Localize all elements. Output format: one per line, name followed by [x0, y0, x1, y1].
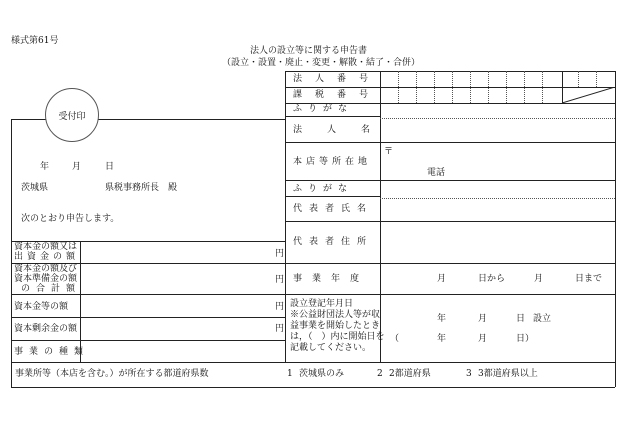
rule	[80, 241, 81, 362]
tax-office: 県税事務所長 殿	[105, 183, 178, 193]
digit-divider	[524, 71, 525, 103]
stamp-label: 受付印	[58, 111, 86, 122]
fiscal-from-day: 日から	[478, 274, 506, 284]
rule	[11, 317, 285, 318]
rule	[285, 294, 615, 295]
option-3-number: 3	[466, 369, 472, 379]
day-label: 日	[105, 162, 115, 172]
rule	[11, 362, 615, 363]
frame-right-labels	[380, 71, 381, 362]
start-day: 日）	[516, 334, 535, 344]
digit-divider	[470, 71, 471, 103]
est-label-line4: は，（ ）内に開始日を	[290, 332, 385, 342]
est-label-line3: 益事業を開始したとき	[290, 321, 381, 331]
digit-divider	[542, 71, 543, 103]
option-2-number: 2	[377, 369, 383, 379]
rep-name-label: 代表者氏名	[293, 204, 374, 214]
rule	[285, 196, 380, 197]
year-label: 年	[40, 162, 50, 172]
fiscal-to-day: 日まで	[575, 274, 603, 284]
yen-unit: 円	[275, 275, 285, 285]
fiscal-to-month: 月	[534, 274, 544, 284]
rep-address-label: 代表者住所	[293, 237, 374, 247]
corp-number-label: 法人番号	[293, 74, 382, 84]
est-year: 年	[437, 314, 447, 324]
start-open-paren: （	[390, 334, 400, 344]
option-2-label[interactable]: 2都道府県	[389, 369, 431, 379]
rule	[285, 180, 615, 181]
rule	[285, 221, 615, 222]
digit-divider	[452, 71, 453, 103]
start-month: 月	[478, 334, 488, 344]
tax-number-diagonal	[562, 87, 615, 103]
phone-label: 電話	[427, 168, 446, 178]
reserve-label-line2: 資本準備金の額	[14, 274, 78, 284]
digit-divider	[416, 71, 417, 103]
reserve-label-line1: 資本金の額及び	[14, 264, 78, 274]
option-1-number: 1	[287, 369, 293, 379]
head-office-label: 本店等所在地	[293, 157, 372, 167]
start-year: 年	[437, 334, 447, 344]
rule	[380, 198, 615, 199]
est-label-line1: 設立登記年月日	[290, 299, 354, 309]
frame-right	[615, 71, 616, 387]
business-type-label: 事業の種類	[14, 347, 90, 357]
prefecture: 茨城県	[21, 183, 49, 193]
postal-mark: 〒	[384, 147, 394, 157]
rule	[285, 116, 380, 117]
yen-unit: 円	[275, 324, 285, 334]
tax-number-label: 課税番号	[293, 90, 382, 100]
yen-unit: 円	[275, 302, 285, 312]
reception-stamp	[45, 88, 99, 142]
rule	[11, 387, 615, 388]
rule	[285, 263, 615, 264]
form-number: 様式第61号	[11, 36, 59, 46]
est-label-line5: 記載してください。	[290, 343, 372, 353]
capital-etc-label: 資本金等の額	[14, 302, 69, 312]
option-1-label[interactable]: 茨城県のみ	[299, 369, 345, 379]
yen-unit: 円	[275, 249, 285, 259]
digit-divider	[434, 71, 435, 103]
rep-furigana-label: ふりがな	[293, 184, 354, 194]
digit-divider	[398, 71, 399, 103]
capital-surplus-label: 資本剰余金の額	[14, 324, 78, 334]
rule	[11, 340, 285, 341]
prefecture-count-label: 事業所等（本店を含む。）が所在する都道府県数	[15, 369, 209, 379]
digit-divider	[506, 71, 507, 103]
est-word: 設立	[533, 314, 552, 324]
corp-name-label: 法人名	[293, 125, 396, 135]
month-label: 月	[72, 162, 82, 172]
est-label-line2: ※公益財団法人等が収	[290, 310, 381, 320]
reserve-label-line3: の合計額	[21, 284, 82, 294]
frame-top-right	[285, 71, 615, 72]
fiscal-from-month: 月	[437, 274, 447, 284]
option-3-label[interactable]: 3都道府県以上	[478, 369, 538, 379]
digit-divider	[488, 71, 489, 103]
rule	[11, 362, 12, 387]
rule	[285, 142, 615, 143]
form-title: 法人の設立等に関する申告書	[250, 46, 368, 56]
intro-text: 次のとおり申告します。	[21, 214, 120, 224]
frame-center	[285, 71, 286, 362]
furigana-label: ふりがな	[293, 104, 354, 114]
capital-label-line1: 資本金の額又は	[14, 242, 78, 252]
digit-divider	[596, 71, 597, 87]
form-subtitle: （設立・設置・廃止・変更・解散・結了・合併）	[222, 58, 421, 68]
est-month: 月	[478, 314, 488, 324]
rule	[380, 118, 615, 119]
capital-label-line2: 出資金の額	[14, 252, 80, 262]
digit-divider	[578, 71, 579, 87]
est-day: 日	[516, 314, 526, 324]
fiscal-year-label: 事業年度	[293, 274, 370, 284]
